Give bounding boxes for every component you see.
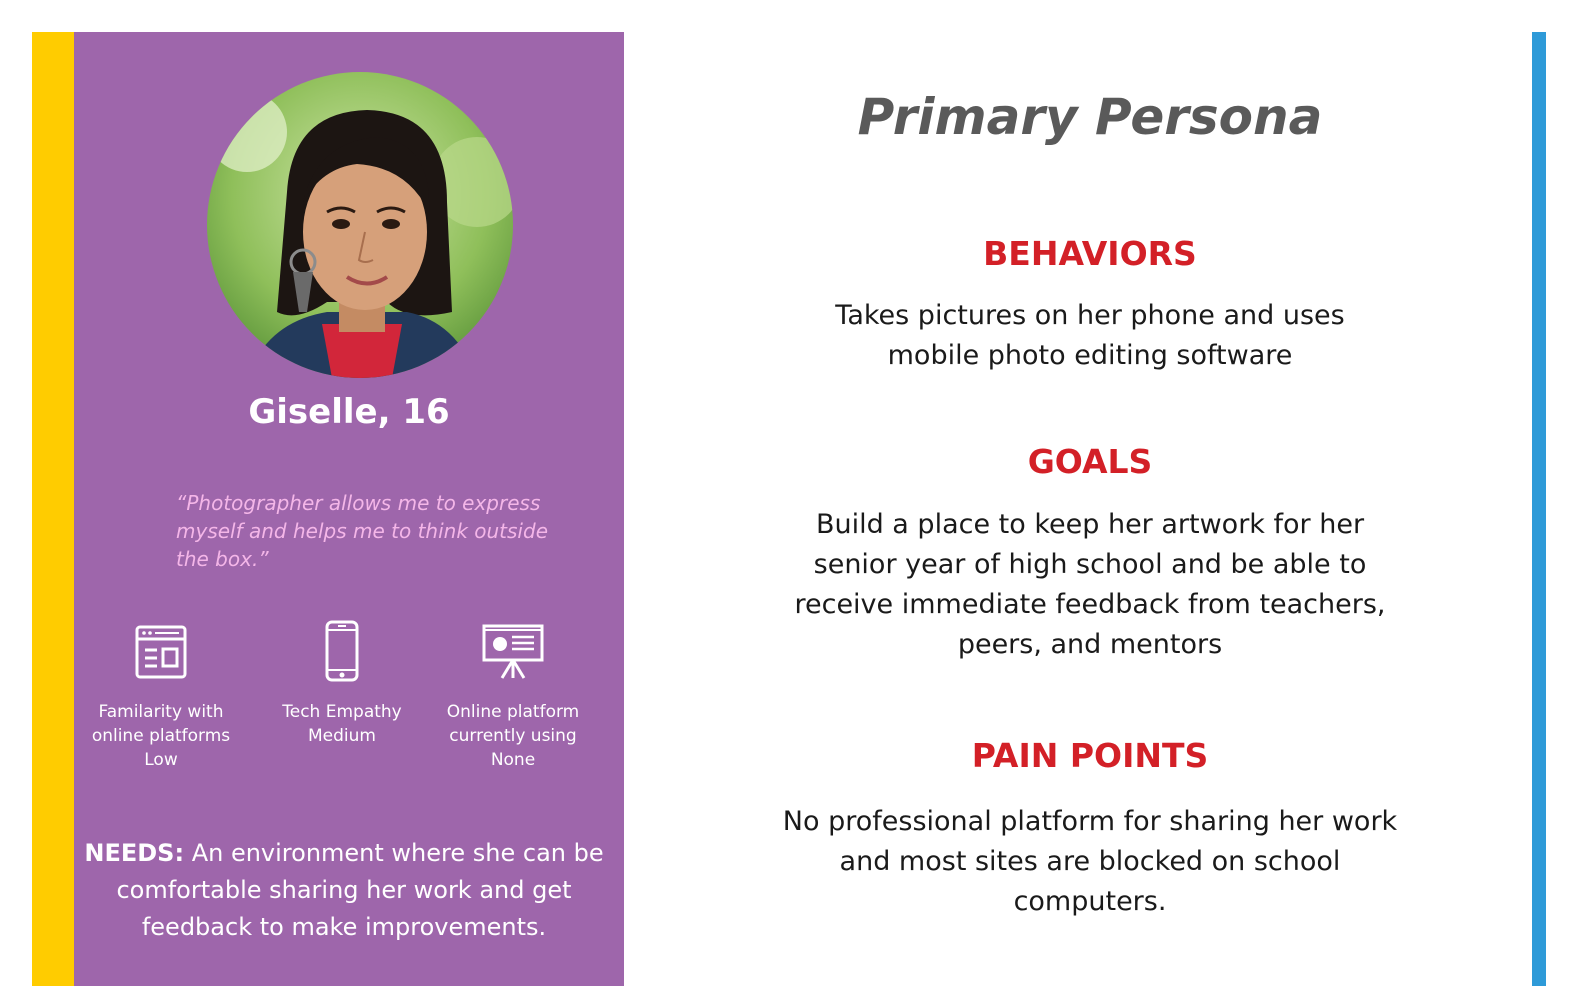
section-text-behaviors: Takes pictures on her phone and uses mobile photo editing software xyxy=(835,300,1345,371)
stat-label xyxy=(418,700,608,748)
stat-label-line2: online platforms xyxy=(91,726,231,746)
persona-name: Giselle, 16 xyxy=(248,392,450,432)
section-heading-behaviors: BEHAVIORS xyxy=(983,234,1197,273)
stat-label-line1: Online platform xyxy=(446,702,580,722)
presentation-board-icon xyxy=(482,620,544,684)
section-heading-pain-points: PAIN POINTS xyxy=(971,736,1209,775)
blue-accent-bar xyxy=(1532,32,1546,986)
stat-online-platform xyxy=(418,620,608,772)
section-text-goals: Build a place to keep her artwork for her senior year of high school and be able to receive immediate feedback from teachers, peers, and mentors xyxy=(794,509,1386,660)
stat-label-line1: Familarity with xyxy=(98,702,224,722)
persona-photo xyxy=(207,72,513,378)
persona-needs xyxy=(84,835,604,946)
section-heading-goals: GOALS xyxy=(1027,442,1153,481)
stat-tech-empathy xyxy=(247,620,437,748)
stat-value: None xyxy=(490,750,536,770)
yellow-accent-bar xyxy=(32,32,74,986)
persona-quote: “Photographer allows me to express myself and helps me to think outside the box.” xyxy=(176,491,548,571)
needs-label: NEEDS: xyxy=(84,839,185,867)
needs-text: An environment where she can be comfortable sharing her work and get feedback to make improvements. xyxy=(116,839,604,941)
stat-label xyxy=(66,700,256,748)
browser-window-icon xyxy=(135,620,187,684)
section-text-pain-points: No professional platform for sharing her work and most sites are blocked on school computers. xyxy=(782,806,1398,917)
page-title: Primary Persona xyxy=(857,88,1323,146)
stat-familiarity xyxy=(66,620,256,772)
stat-label: Tech Empathy xyxy=(282,702,402,722)
stat-value: Low xyxy=(144,750,178,770)
smartphone-icon xyxy=(325,620,359,684)
stat-label-line2: currently using xyxy=(449,726,577,746)
persona-photo-illustration xyxy=(207,72,513,378)
stat-value: Medium xyxy=(308,726,376,746)
